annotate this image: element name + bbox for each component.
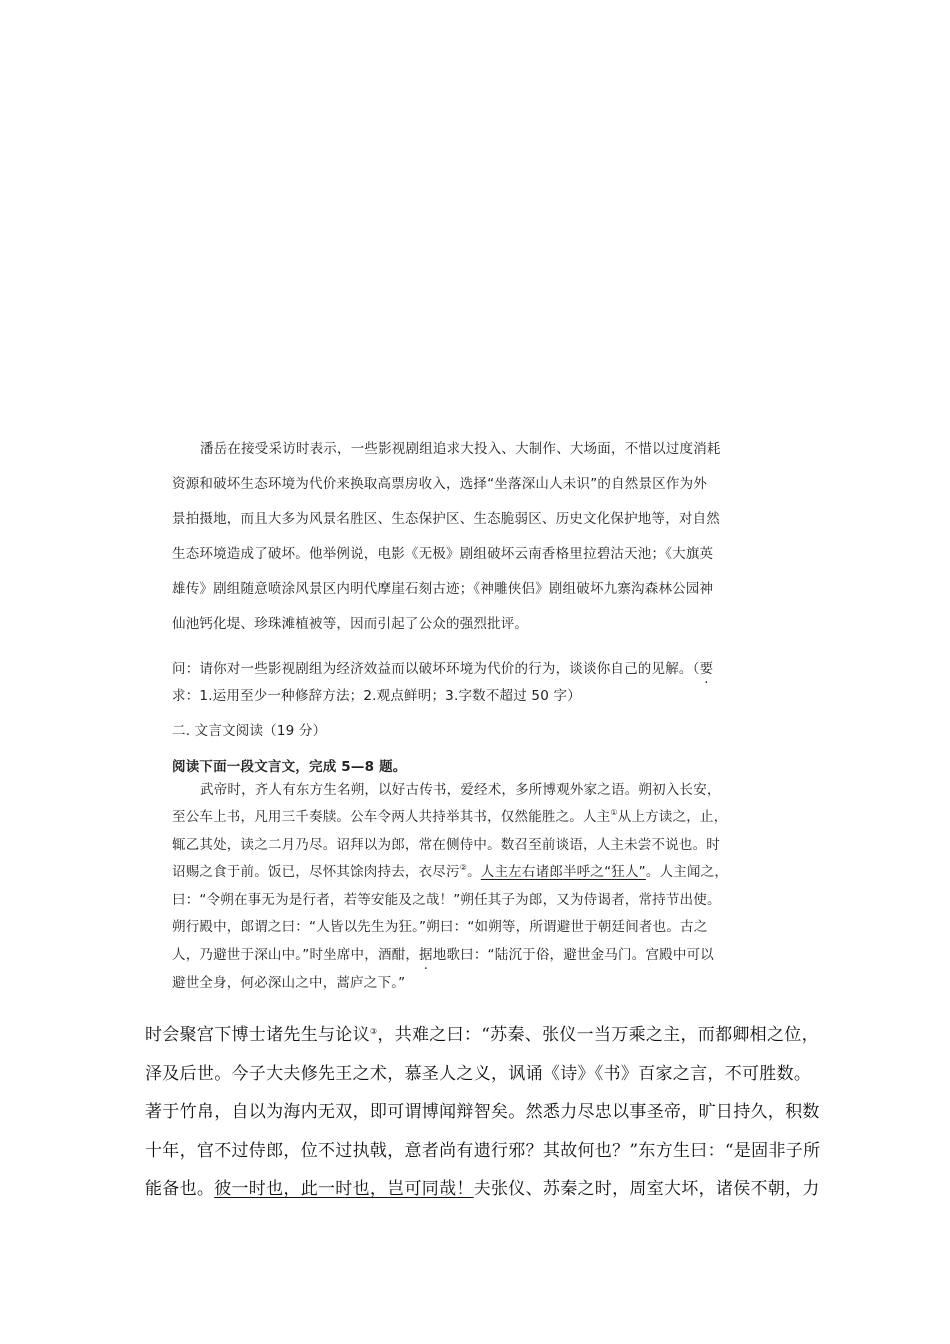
classical-text: 诏赐之食于前。饭已，尽怀其馀肉持去，衣尽污	[172, 864, 460, 880]
body-text: 时会聚宫下博士诸先生与论议	[145, 1025, 370, 1045]
emphasis-char: 据	[419, 947, 433, 963]
classical-line: 辄乙其处，读之二月乃尽。诏拜以为郎，常在侧侍中。数召至前谈语，人主未尝不说也。时	[172, 837, 720, 853]
passage-line: 雄传》剧组随意喷涂风景区内明代摩崖石刻古迹；《神雕侠侣》剧组破坏九寨沟森林公园神	[172, 581, 714, 597]
classical-line	[172, 805, 727, 825]
body-line	[145, 1020, 819, 1045]
footnote-marker: ①	[610, 808, 618, 817]
question-line: 求：1.运用至少一种修辞方法；2.观点鲜明；3.字数不超过 50 字）	[172, 688, 581, 704]
instruction: 阅读下面一段文言文，完成 5—8 题。	[172, 759, 407, 775]
classical-line: 避世全身，何必深山之中，蒿庐之下。”	[172, 975, 406, 991]
classical-text: 至公车上书，凡用三千奏牍。公车令两人共持举其书，仅然能胜之。人主	[172, 809, 611, 825]
body-line: 十年，官不过侍郎，位不过执戟，意者尚有遗行邪？其故何也？”东方生曰：“是固非子所	[145, 1141, 821, 1161]
passage-line: 生态环境造成了破坏。他举例说，电影《无极》剧组破坏云南香格里拉碧沽天池；《大旗英	[172, 546, 714, 562]
question-line	[172, 657, 713, 677]
passage-line: 景拍摄地，而且大多为风景名胜区、生态保护区、生态脆弱区、历史文化保护地等，对自然	[172, 511, 720, 527]
classical-line	[172, 943, 714, 963]
classical-line	[172, 860, 728, 880]
emphasis-char: 要	[699, 661, 714, 677]
footnote-marker: ③	[369, 1027, 378, 1036]
underlined-sentence: 人主左右诸郎半呼之“狂人”	[480, 864, 646, 880]
classical-line: 朔行殿中，郎谓之曰：“人皆以先生为狂。”朔曰：“如朔等，所谓避世于朝廷间者也。古之	[172, 919, 708, 935]
passage-line: 资源和破坏生态环境为代价来换取高票房收入，选择“坐落深山人未识”的自然景区作为外	[172, 476, 707, 492]
passage-line: 潘岳在接受采访时表示，一些影视剧组追求大投入、大制作、大场面，不惜以过度消耗	[200, 441, 721, 457]
underlined-sentence: 彼一时也，此一时也，岂可同哉！	[214, 1179, 474, 1199]
classical-text: 从上方读之，止，	[617, 809, 728, 825]
classical-text: 人，乃避世于深山中。”时坐席中，酒酣，	[172, 947, 420, 963]
body-text: ，共难之曰：“苏秦、张仪一当万乘之主，而都卿相之位，	[377, 1025, 819, 1045]
classical-text: 。人主闻之，	[645, 864, 729, 880]
body-line	[145, 1174, 820, 1199]
classical-line: 曰：“令朔在事无为是行者，若等安能及之哉！”朔任其子为郎，又为侍谒者，常持节出使。	[172, 892, 721, 908]
body-text: 能备也。	[145, 1179, 215, 1199]
classical-text: 地歌曰：“陆沉于俗，避世金马门。宫殿中可以	[432, 947, 714, 963]
classical-text: 。	[467, 864, 481, 880]
classical-line: 武帝时，齐人有东方生名朔，以好古传书，爱经术，多所博观外家之语。朔初入长安，	[200, 782, 721, 798]
body-line: 著于竹帛，自以为海内无双，即可谓博闻辩智矣。然悉力尽忠以事圣帝，旷日持久，积数	[145, 1102, 820, 1122]
section-title: 二. 文言文阅读（19 分）	[172, 723, 327, 739]
body-text: 夫张仪、苏秦之时，周室大坏，诸侯不朝，力	[473, 1179, 820, 1199]
body-line: 泽及后世。今子大夫修先王之术，慕圣人之义，讽诵《诗》《书》百家之言，不可胜数。	[145, 1064, 812, 1084]
passage-line: 仙池钙化堤、珍珠滩植被等，因而引起了公众的强烈批评。	[172, 616, 529, 632]
question-text: 问：请你对一些影视剧组为经济效益而以破坏环境为代价的行为，谈谈你自己的见解。（	[172, 661, 700, 677]
footnote-marker: ②	[459, 863, 468, 872]
